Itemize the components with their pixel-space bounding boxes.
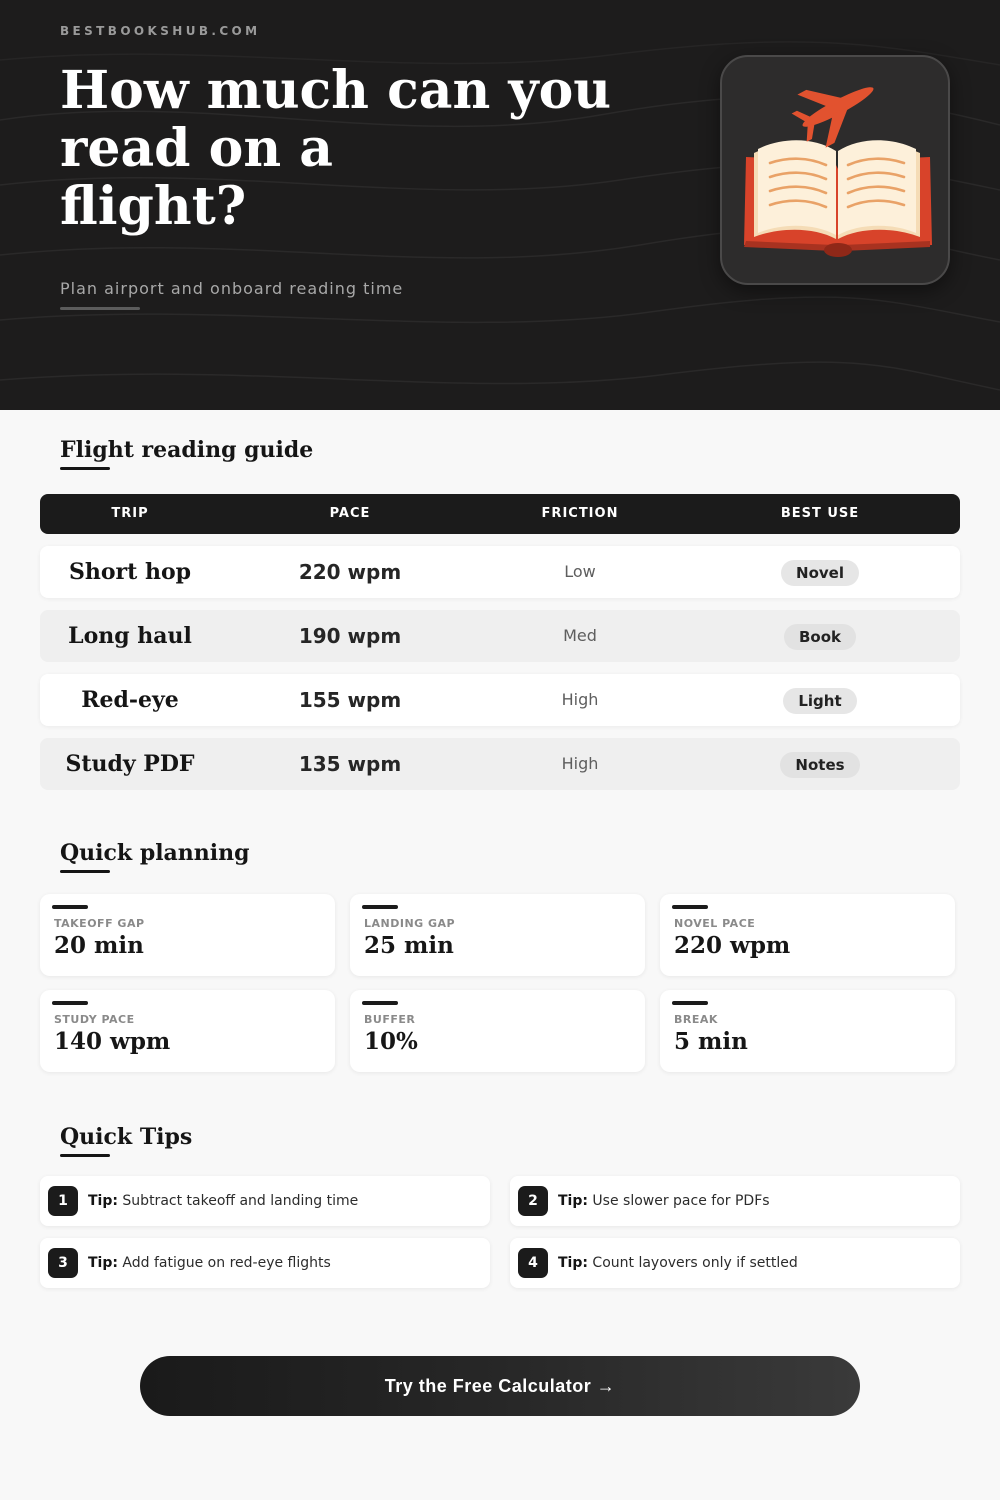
tip-item (40, 1238, 490, 1288)
card-value: 140 wpm (54, 1028, 171, 1055)
tip-body: Add fatigue on red-eye flights (122, 1255, 331, 1271)
card-accent-bar (672, 1001, 708, 1005)
best-use-cell (720, 610, 920, 662)
stat-card-buffer (350, 990, 645, 1072)
table-row (40, 674, 960, 726)
friction-cell: Low (564, 562, 596, 581)
tip-prefix: Tip: (558, 1255, 588, 1271)
card-accent-bar (672, 905, 708, 909)
best-use-badge: Light (783, 688, 856, 714)
pace-cell: 155 wpm (298, 688, 402, 712)
tip-prefix: Tip: (88, 1255, 118, 1271)
card-value: 25 min (364, 932, 454, 959)
section-underline (60, 870, 110, 873)
tip-text (88, 1238, 331, 1288)
best-use-cell (720, 738, 920, 790)
card-accent-bar (362, 905, 398, 909)
tip-item (40, 1176, 490, 1226)
tip-prefix: Tip: (558, 1193, 588, 1209)
friction-cell: Med (563, 626, 597, 645)
page-title-line: read on a (60, 118, 333, 179)
tip-prefix: Tip: (88, 1193, 118, 1209)
table-row (40, 738, 960, 790)
page-title (60, 62, 680, 236)
tip-text (558, 1176, 770, 1226)
tip-text (88, 1176, 358, 1226)
pace-cell: 135 wpm (298, 752, 402, 776)
card-label: BUFFER (364, 1013, 416, 1026)
app-logo (720, 55, 950, 285)
best-use-badge: Book (784, 624, 856, 650)
free-calculator-button[interactable]: Try the Free Calculator → (140, 1356, 860, 1416)
best-use-badge: Novel (781, 560, 859, 586)
column-header-best-use: BEST USE (780, 506, 860, 521)
page-title-line: flight? (60, 176, 247, 237)
subtitle-underline (60, 307, 140, 310)
table-header (40, 494, 960, 534)
hero-banner (0, 0, 1000, 410)
airplane-over-open-book-icon (722, 57, 952, 287)
site-name: BESTBOOKSHUB.COM (60, 24, 261, 38)
tip-body: Use slower pace for PDFs (592, 1193, 770, 1209)
pace-cell: 190 wpm (298, 624, 402, 648)
card-value: 20 min (54, 932, 144, 959)
card-accent-bar (362, 1001, 398, 1005)
card-accent-bar (52, 905, 88, 909)
tip-number-badge: 1 (48, 1186, 78, 1216)
section-underline (60, 467, 110, 470)
tip-body: Count layovers only if settled (592, 1255, 798, 1271)
column-header-trip: TRIP (111, 506, 149, 521)
pace-cell: 220 wpm (298, 560, 402, 584)
section-title-planning: Quick planning (60, 840, 250, 866)
section-underline (60, 1154, 110, 1157)
trip-cell: Short hop (68, 559, 192, 585)
tip-body: Subtract takeoff and landing time (122, 1193, 359, 1209)
best-use-badge: Notes (780, 752, 859, 778)
column-header-friction: FRICTION (541, 506, 619, 521)
best-use-cell (720, 546, 920, 598)
card-value: 220 wpm (674, 932, 791, 959)
card-value: 5 min (674, 1028, 748, 1055)
page-subtitle: Plan airport and onboard reading time (60, 279, 404, 298)
card-label: LANDING GAP (364, 917, 456, 930)
card-accent-bar (52, 1001, 88, 1005)
tip-number-badge: 4 (518, 1248, 548, 1278)
trip-cell: Long haul (68, 623, 192, 649)
stat-card-landing-gap (350, 894, 645, 976)
tip-text (558, 1238, 798, 1288)
trip-cell: Red-eye (81, 687, 179, 713)
trip-cell: Study PDF (65, 751, 195, 777)
friction-cell: High (561, 754, 599, 773)
stat-card-novel-pace (660, 894, 955, 976)
tip-number-badge: 3 (48, 1248, 78, 1278)
stat-card-study-pace (40, 990, 335, 1072)
friction-cell: High (561, 690, 599, 709)
tip-item (510, 1238, 960, 1288)
table-row (40, 546, 960, 598)
section-title-tips: Quick Tips (60, 1124, 193, 1150)
tip-number-badge: 2 (518, 1186, 548, 1216)
card-label: STUDY PACE (54, 1013, 135, 1026)
tip-item (510, 1176, 960, 1226)
stat-card-break (660, 990, 955, 1072)
card-label: NOVEL PACE (674, 917, 756, 930)
best-use-cell (720, 674, 920, 726)
stat-card-takeoff-gap (40, 894, 335, 976)
table-row (40, 610, 960, 662)
card-value: 10% (364, 1028, 418, 1055)
section-title-guide: Flight reading guide (60, 437, 314, 463)
page-title-line: How much can you (60, 60, 612, 121)
card-label: TAKEOFF GAP (54, 917, 145, 930)
card-label: BREAK (674, 1013, 718, 1026)
column-header-pace: PACE (329, 506, 371, 521)
